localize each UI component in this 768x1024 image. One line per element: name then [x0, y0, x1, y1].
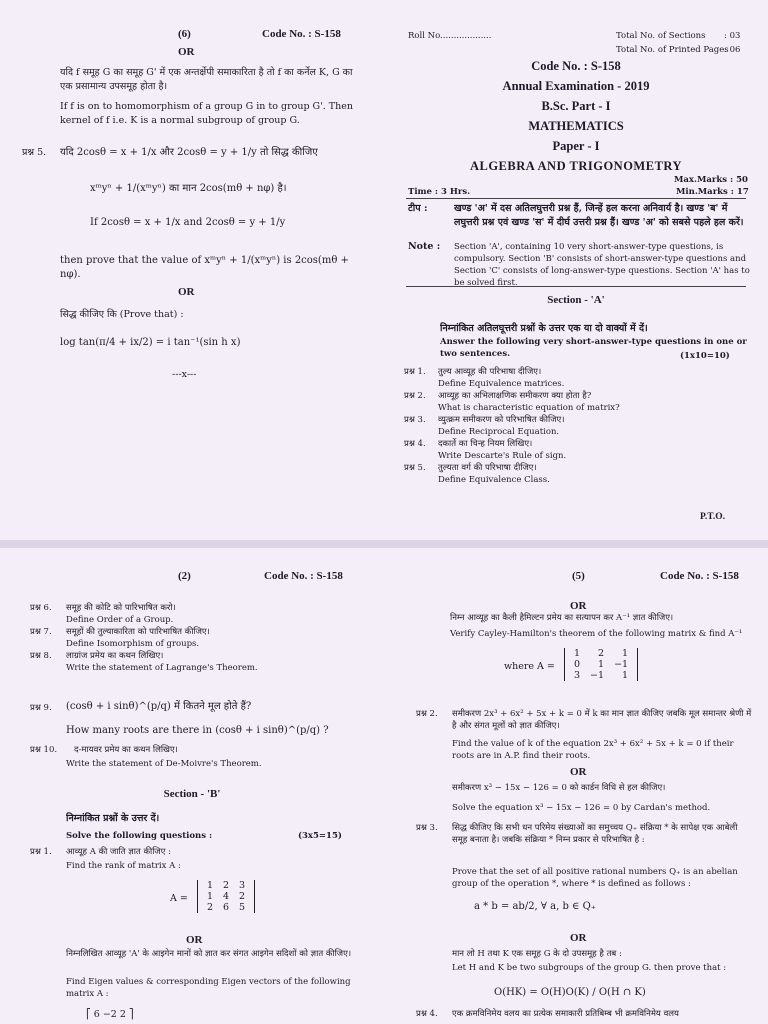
question-hindi: समूह की कोटि को पारिभाषित करो। — [66, 603, 176, 613]
max-marks: Max.Marks : 50 — [674, 175, 748, 185]
question-label: प्रश्न 6. — [30, 603, 52, 613]
matrix-a — [504, 648, 638, 681]
matrix-cell: 1 — [622, 670, 629, 681]
question-item — [30, 602, 370, 626]
question-label: प्रश्न 1. — [30, 847, 52, 857]
matrix-cell: 2 — [206, 902, 213, 913]
question-list — [30, 602, 370, 674]
question-label: प्रश्न 2. — [416, 709, 438, 719]
note-hindi-label: टीप : — [408, 203, 428, 214]
instruction-english: Solve the following questions : — [66, 831, 213, 841]
question-label: प्रश्न 5. — [404, 463, 426, 473]
question-label: प्रश्न 4. — [404, 439, 426, 449]
question-english: Define Order of a Group. — [66, 615, 174, 625]
operation-definition: a * b = ab/2, ∀ a, b ∈ Q₊ — [474, 901, 597, 912]
page-6 — [0, 0, 384, 540]
question-hindi: समूहों की तुल्याकारिता को पारिभाषित कीजिए। — [66, 627, 210, 637]
total-pages-value: : 06 — [724, 45, 741, 55]
question-label: प्रश्न 5. — [22, 147, 47, 158]
page-2 — [0, 548, 384, 1024]
matrix-cell: 2 — [239, 891, 246, 902]
code-number: Code No. : S-158 — [660, 570, 739, 582]
prove-label: सिद्ध कीजिए कि (Prove that) : — [60, 309, 184, 320]
question-label: प्रश्न 2. — [404, 391, 426, 401]
eigen-hindi: निम्नलिखित आव्यूह 'A' के आइगेन मानों को ज्ञात कर संगत आइगेन सदिशों को ज्ञात कीजिए। — [66, 949, 352, 959]
question-english: Find the value of k of the equation 2x³ + 6x² + 5x + k = 0 if their roots are in A.P. find their roots. — [452, 739, 734, 761]
matrix-a — [170, 880, 255, 913]
cayley-hindi: निम्न आव्यूह का कैली हैमिल्टन प्रमेय का सत्यापन कर A⁻¹ ज्ञात कीजिए। — [450, 613, 674, 623]
question-item — [30, 650, 370, 674]
matrix-cell: 6 — [222, 902, 230, 913]
question-hindi: आव्यूह का अभिलाक्षणिक समीकरण क्या होता है? — [438, 391, 592, 401]
or-label: OR — [186, 934, 203, 946]
matrix-cell: 5 — [239, 902, 246, 913]
time: Time : 3 Hrs. — [408, 187, 471, 197]
matrix-cell: 2 — [222, 880, 230, 891]
question-text-english: If 2cosθ = x + 1/x and 2cosθ = y + 1/y — [90, 217, 286, 228]
question-item — [404, 390, 754, 414]
question-english: How many roots are there in (cosθ + i sinθ)^(p/q) ? — [66, 725, 329, 736]
section-title: Section - 'B' — [163, 788, 221, 800]
question-hindi: लाग्रांज प्रमेय का कथन लिखिए। — [66, 651, 164, 661]
instruction-hindi: निम्नांकित प्रश्नों के उत्तर दें। — [66, 813, 160, 824]
roll-number: Roll No................... — [408, 31, 492, 41]
or-label: OR — [570, 932, 587, 944]
question-item — [404, 438, 754, 462]
matrix-cell: 3 — [574, 670, 581, 681]
question-english: Write Descarte's Rule of sign. — [438, 451, 567, 461]
question-text-hindi-2: xᵐyⁿ + 1/(xᵐyⁿ) का मान 2cos(mθ + nφ) है। — [90, 183, 287, 194]
matrix-body — [197, 880, 255, 913]
question-english: Define Isomorphism of groups. — [66, 639, 200, 649]
question-hindi: व्युत्क्रम समीकरण को परिभाषित कीजिए। — [438, 415, 565, 425]
matrix-body — [564, 648, 638, 681]
question-english: Define Equivalence Class. — [438, 475, 550, 485]
matrix-cell: 0 — [574, 659, 581, 670]
question-english: Write the statement of De-Moivre's Theorem. — [66, 759, 262, 769]
matrix-cell: 1 — [622, 648, 629, 659]
marks-allocation: (3x5=15) — [298, 831, 342, 841]
question-english: Define Reciprocal Equation. — [438, 427, 560, 437]
page-number: (6) — [178, 28, 191, 40]
prove-equation: log tan(π/4 + ix/2) = i tan⁻¹(sin h x) — [60, 337, 241, 348]
question-item — [404, 366, 754, 390]
matrix-cell: 1 — [206, 891, 213, 902]
or-label: OR — [178, 46, 195, 58]
divider — [406, 198, 746, 199]
min-marks: Min.Marks : 17 — [676, 187, 749, 197]
question-english: What is characteristic equation of matrix? — [438, 403, 620, 413]
question-hindi: तुल्य आव्यूह की परिभाषा दीजिए। — [438, 367, 542, 377]
question-label: प्रश्न 3. — [416, 823, 438, 833]
code-number: Code No. : S-158 — [262, 28, 341, 40]
page-5 — [384, 548, 768, 1024]
section-title: Section - 'A' — [547, 294, 605, 306]
question-label: प्रश्न 10. — [30, 745, 58, 755]
paper-title: Paper - I — [552, 139, 600, 153]
code-number: Code No. : S-158 — [531, 59, 621, 73]
matrix-label: where A = — [504, 661, 555, 672]
english-text: If f is on to homomorphism of a group G in to group G'. Then kernel of f i.e. K is a normal subgroup of group G. — [60, 101, 353, 126]
course-title: B.Sc. Part - I — [541, 99, 611, 113]
hindi-text: यदि f समूह G का समूह G' में एक अन्तर्क्षेपी समाकारिता है तो f का कर्नेल K, G का एक प्रसामान्य उपसमूह होता है। — [60, 67, 353, 92]
divider — [406, 286, 746, 287]
cardan-hindi: समीकरण x³ − 15x − 126 = 0 को कार्डन विधि से हल कीजिए। — [452, 783, 666, 793]
eigen-matrix-row: ⎡ 6 −2 2 ⎤ — [86, 1009, 134, 1020]
total-sections-label: Total No. of Sections — [616, 31, 706, 41]
question-label: प्रश्न 8. — [30, 651, 52, 661]
exam-title: Annual Examination - 2019 — [502, 79, 650, 93]
paper-subject: ALGEBRA AND TRIGONOMETRY — [469, 159, 683, 173]
matrix-cell: −1 — [614, 659, 629, 670]
question-english: Prove that the set of all positive rational numbers Q₊ is an abelian group of the operation *, where * is defined as follows : — [452, 867, 738, 889]
matrix-cell: −1 — [590, 670, 605, 681]
or-label: OR — [178, 286, 195, 298]
note-english-label: Note : — [408, 241, 441, 252]
matrix-cell: 2 — [598, 648, 605, 659]
matrix-cell: 4 — [222, 891, 230, 902]
instruction-english: Answer the following very short-answer-type questions in one or two sentences. — [440, 337, 747, 359]
note-hindi: खण्ड 'अ' में दस अतिलघुत्तरी प्रश्न हैं, जिन्हें हल करना अनिवार्य है। खण्ड 'ब' में लघुत्तरी प्रश्न एवं खण्ड 'स' में दीर्घ उत्तरी प्रश्न हैं। खण्ड 'अ' को सबसे पहले हल करें। — [454, 203, 744, 228]
question-hindi: समीकरण 2x³ + 6x² + 5x + k = 0 में k का मान ज्ञात कीजिए जबकि मूल समान्तर श्रेणी में है और संगत मूलों को ज्ञात कीजिए। — [452, 709, 752, 731]
question-english: Find the rank of matrix A : — [66, 861, 181, 871]
order-equation: O(HK) = O(H)O(K) / O(H ∩ K) — [494, 987, 646, 998]
or-label: OR — [570, 766, 587, 778]
subgroup-hindi: मान लो H तथा K एक समूह G के दो उपसमूह है तब : — [452, 949, 622, 959]
eigen-english: Find Eigen values & corresponding Eigen vectors of the following matrix A : — [66, 977, 351, 999]
matrix-cell: 3 — [239, 880, 246, 891]
question-hindi: द-मायवर प्रमेय का कथन लिखिए। — [74, 745, 178, 755]
matrix-label: A = — [170, 893, 188, 904]
instruction-hindi: निम्नांकित अतिलघूत्तरी प्रश्नों के उत्तर एक या दो वाक्यों में दें। — [440, 323, 648, 334]
end-mark: ---x--- — [172, 369, 197, 380]
cayley-english: Verify Cayley-Hamilton's theorem of the following matrix & find A⁻¹ — [450, 629, 743, 639]
question-item — [404, 462, 754, 486]
question-label: प्रश्न 7. — [30, 627, 52, 637]
question-item — [404, 414, 754, 438]
question-english: Write the statement of Lagrange's Theorem. — [66, 663, 258, 673]
question-hindi: आव्यूह A की जाति ज्ञात कीजिए : — [66, 847, 171, 857]
question-text-english-2: then prove that the value of xᵐyⁿ + 1/(xᵐyⁿ) is 2cos(mθ + nφ). — [60, 255, 349, 280]
question-label: प्रश्न 1. — [404, 367, 426, 377]
question-hindi: सिद्ध कीजिए कि सभी धन परिमेय संख्याओं का समुच्चय Q₊ संक्रिया * के सापेक्ष एक आबेली समूह बनाता है। जबकि संक्रिया * निम्न प्रकार से परिभाषित है : — [452, 823, 738, 845]
page-1 — [384, 0, 768, 540]
question-label: प्रश्न 4. — [416, 1009, 438, 1019]
question-hindi: एक क्रमविनिमेय वलय का प्रत्येक समाकारी प्रतिबिम्ब भी क्रमविनिमेय वलय — [452, 1009, 679, 1019]
question-hindi: तुल्यता वर्ग की परिभाषा दीजिए। — [438, 463, 537, 473]
question-hindi: दकार्ते का चिन्ह नियम लिखिए। — [438, 439, 533, 449]
cardan-english: Solve the equation x³ − 15x − 126 = 0 by Cardan's method. — [452, 803, 711, 813]
question-hindi: (cosθ + i sinθ)^(p/q) में कितने मूल होते हैं? — [66, 701, 252, 712]
question-text-hindi: यदि 2cosθ = x + 1/x और 2cosθ = y + 1/y तो सिद्ध कीजिए — [60, 147, 318, 158]
matrix-cell: 1 — [206, 880, 213, 891]
matrix-cell: 1 — [574, 648, 581, 659]
question-english: Define Equivalence matrices. — [438, 379, 565, 389]
subgroup-english: Let H and K be two subgroups of the group G. then prove that : — [452, 963, 727, 973]
note-english: Section 'A', containing 10 very short-answer-type questions, is compulsory. Section 'B' consists of short-answer-type questions and Section 'C' consists of long-answer-type questions. Section 'A' has to be solved first. — [454, 242, 750, 288]
matrix-cell: 1 — [598, 659, 605, 670]
code-number: Code No. : S-158 — [264, 570, 343, 582]
question-list — [404, 366, 754, 486]
subject-title: MATHEMATICS — [528, 119, 624, 133]
question-label: प्रश्न 3. — [404, 415, 426, 425]
question-item — [30, 626, 370, 650]
page-number: (2) — [178, 570, 191, 582]
total-sections-value: : 03 — [724, 31, 741, 41]
question-label: प्रश्न 9. — [30, 703, 52, 713]
marks-allocation: (1x10=10) — [680, 351, 730, 361]
page-number: (5) — [572, 570, 585, 582]
or-label: OR — [570, 600, 587, 612]
total-pages-label: Total No. of Printed Pages — [616, 45, 729, 55]
pto-mark: P.T.O. — [700, 512, 726, 522]
